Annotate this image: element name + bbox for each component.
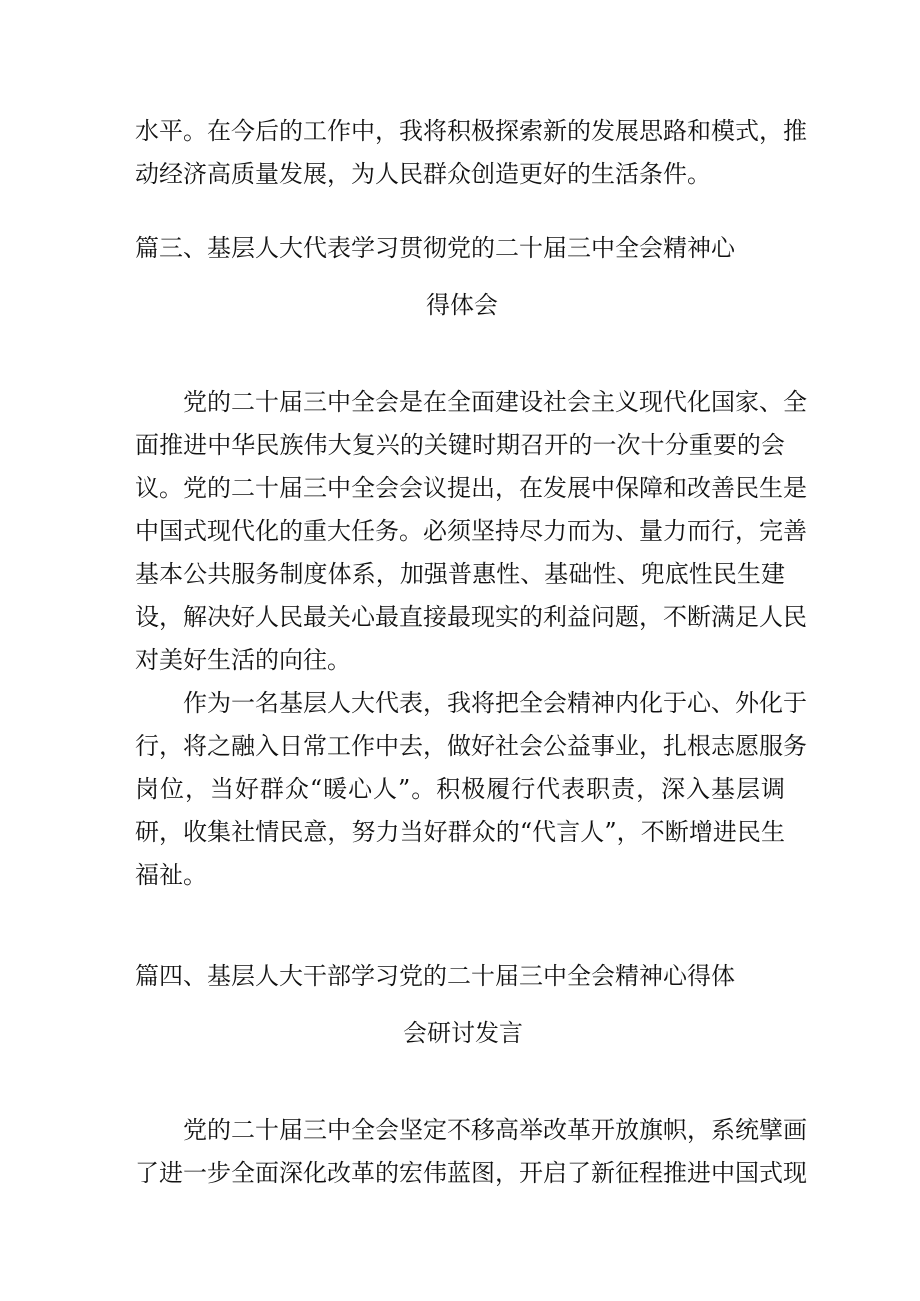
section-3-heading-line-1: 篇三、基层人大代表学习贯彻党的二十届三中全会精神心: [135, 234, 735, 262]
section-4-heading-line-1: 篇四、基层人大干部学习党的二十届三中全会精神心得体: [135, 962, 735, 990]
paragraph-line: 设，解决好人民最关心最直接最现实的利益问题，不断满足人民: [135, 603, 807, 631]
paragraph-line: 动经济高质量发展，为人民群众创造更好的生活条件。: [135, 160, 711, 188]
paragraph-line: 作为一名基层人大代表，我将把全会精神内化于心、外化于: [183, 689, 807, 717]
section-3-heading-line-2: 得体会: [426, 291, 498, 319]
paragraph-line: 研，收集社情民意，努力当好群众的“代言人”，不断增进民生: [135, 818, 785, 846]
paragraph-line: 了进一步全面深化改革的宏伟蓝图，开启了新征程推进中国式现: [135, 1159, 807, 1187]
paragraph-line: 中国式现代化的重大任务。必须坚持尽力而为、量力而行，完善: [135, 517, 807, 545]
paragraph-line: 水平。在今后的工作中，我将积极探索新的发展思路和模式，推: [135, 117, 807, 145]
paragraph-line: 福祉。: [135, 861, 207, 889]
section-4-heading-line-2: 会研讨发言: [403, 1019, 523, 1047]
paragraph-line: 党的二十届三中全会是在全面建设社会主义现代化国家、全: [183, 388, 807, 416]
paragraph-line: 党的二十届三中全会坚定不移高举改革开放旗帜，系统擘画: [183, 1116, 807, 1144]
paragraph-line: 面推进中华民族伟大复兴的关键时期召开的一次十分重要的会: [135, 431, 785, 459]
paragraph-line: 行，将之融入日常工作中去，做好社会公益事业，扎根志愿服务: [135, 732, 807, 760]
paragraph-line: 基本公共服务制度体系，加强普惠性、基础性、兜底性民生建: [135, 560, 785, 588]
paragraph-line: 对美好生活的向往。: [135, 646, 351, 674]
paragraph-line: 议。党的二十届三中全会会议提出，在发展中保障和改善民生是: [135, 474, 807, 502]
paragraph-line: 岗位，当好群众“暖心人”。积极履行代表职责，深入基层调: [135, 775, 785, 803]
